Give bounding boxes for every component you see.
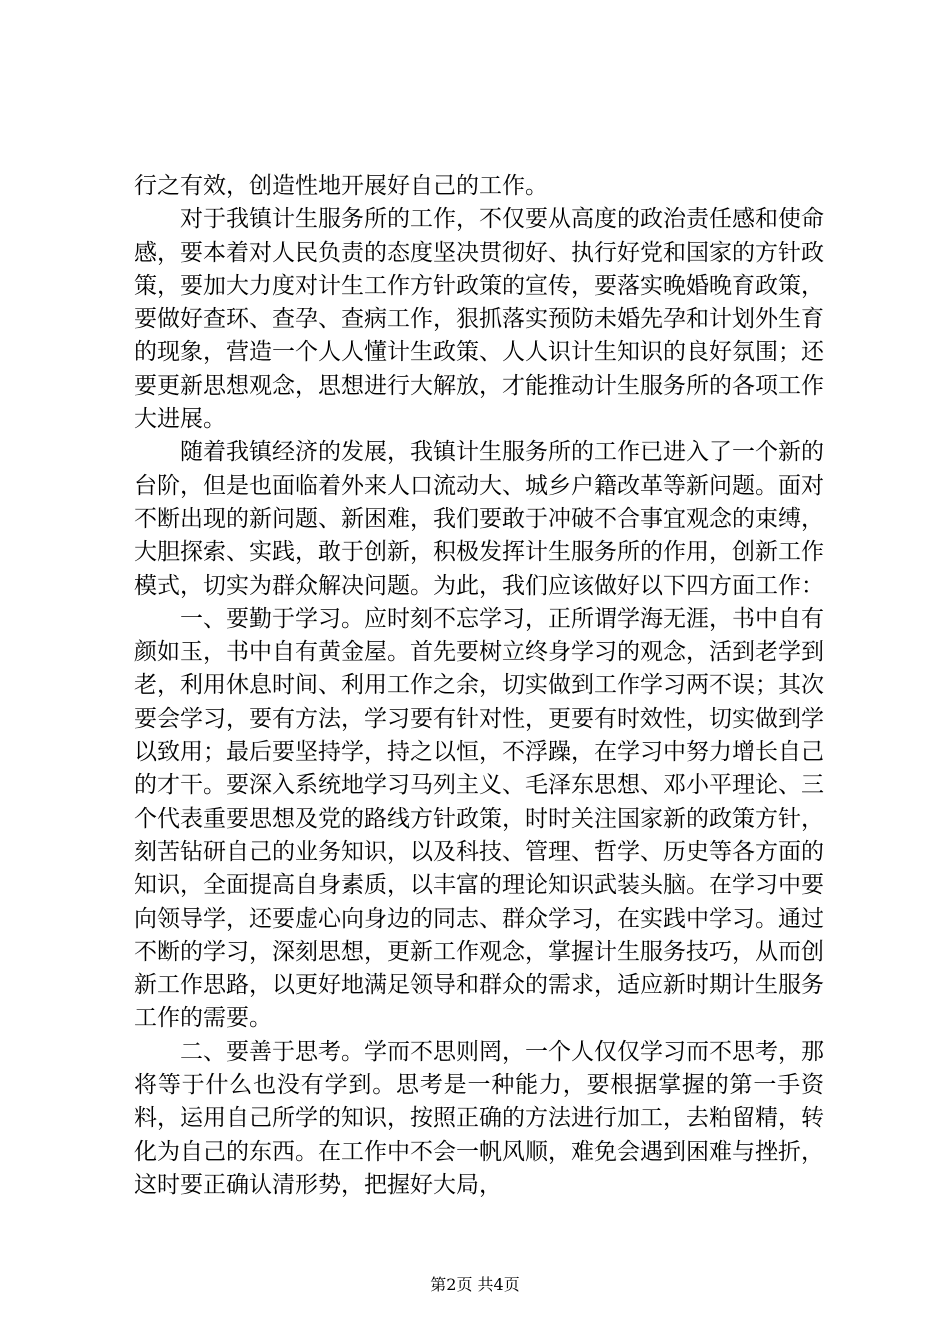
paragraph: 二、要善于思考。学而不思则罔，一个人仅仅学习而不思考，那将等于什么也没有学到。思考是一种能力，要根据掌握的第一手资料，运用自己所学的知识，按照正确的方法进行加工，去粕留精，转化为自己的东西。在工作中不会一帆风顺，难免会遇到困难与挫折，这时要正确认清形势，把握好大局， <box>134 1038 824 1198</box>
document-body <box>134 170 824 1202</box>
paragraph-continuation: 行之有效，创造性地开展好自己的工作。 <box>134 173 548 199</box>
paragraph: 对于我镇计生服务所的工作，不仅要从高度的政治责任感和使命感，要本着对人民负责的态度坚决贯彻好、执行好党和国家的方针政策，要加大力度对计生工作方针政策的宣传，要落实晚婚晚育政策，要做好查环、查孕、查病工作，狠抓落实预防未婚先孕和计划外生育的现象，营造一个人人懂计生政策、人人识计生知识的良好氛围；还要更新思想观念，思想进行大解放，才能推动计生服务所的各项工作大进展。 <box>134 206 824 433</box>
paragraph: 随着我镇经济的发展，我镇计生服务所的工作已进入了一个新的台阶，但是也面临着外来人口流动大、城乡户籍改革等新问题。面对不断出现的新问题、新困难，我们要敢于冲破不合事宜观念的束缚，大胆探索、实践，敢于创新，积极发挥计生服务所的作用，创新工作模式，切实为群众解决问题。为此，我们应该做好以下四方面工作： <box>134 439 824 599</box>
paragraph: 一、要勤于学习。应时刻不忘学习，正所谓学海无涯，书中自有颜如玉，书中自有黄金屋。首先要树立终身学习的观念，活到老学到老，利用休息时间、利用工作之余，切实做到工作学习两不误；其次要会学习，要有方法，学习要有针对性，更要有时效性，切实做到学以致用；最后要坚持学，持之以恒，不浮躁，在学习中努力增长自己的才干。要深入系统地学习马列主义、毛泽东思想、邓小平理论、三个代表重要思想及党的路线方针政策，时时关注国家新的政策方针，刻苦钻研自己的业务知识，以及科技、管理、哲学、历史等各方面的知识，全面提高自身素质，以丰富的理论知识武装头脑。在学习中要向领导学，还要虚心向身边的同志、群众学习，在实践中学习。通过不断的学习，深刻思想，更新工作观念，掌握计生服务技巧，从而创新工作思路，以更好地满足领导和群众的需求，适应新时期计生服务工作的需要。 <box>134 605 824 1032</box>
page-number-footer: 第2页 共4页 <box>430 1275 520 1294</box>
